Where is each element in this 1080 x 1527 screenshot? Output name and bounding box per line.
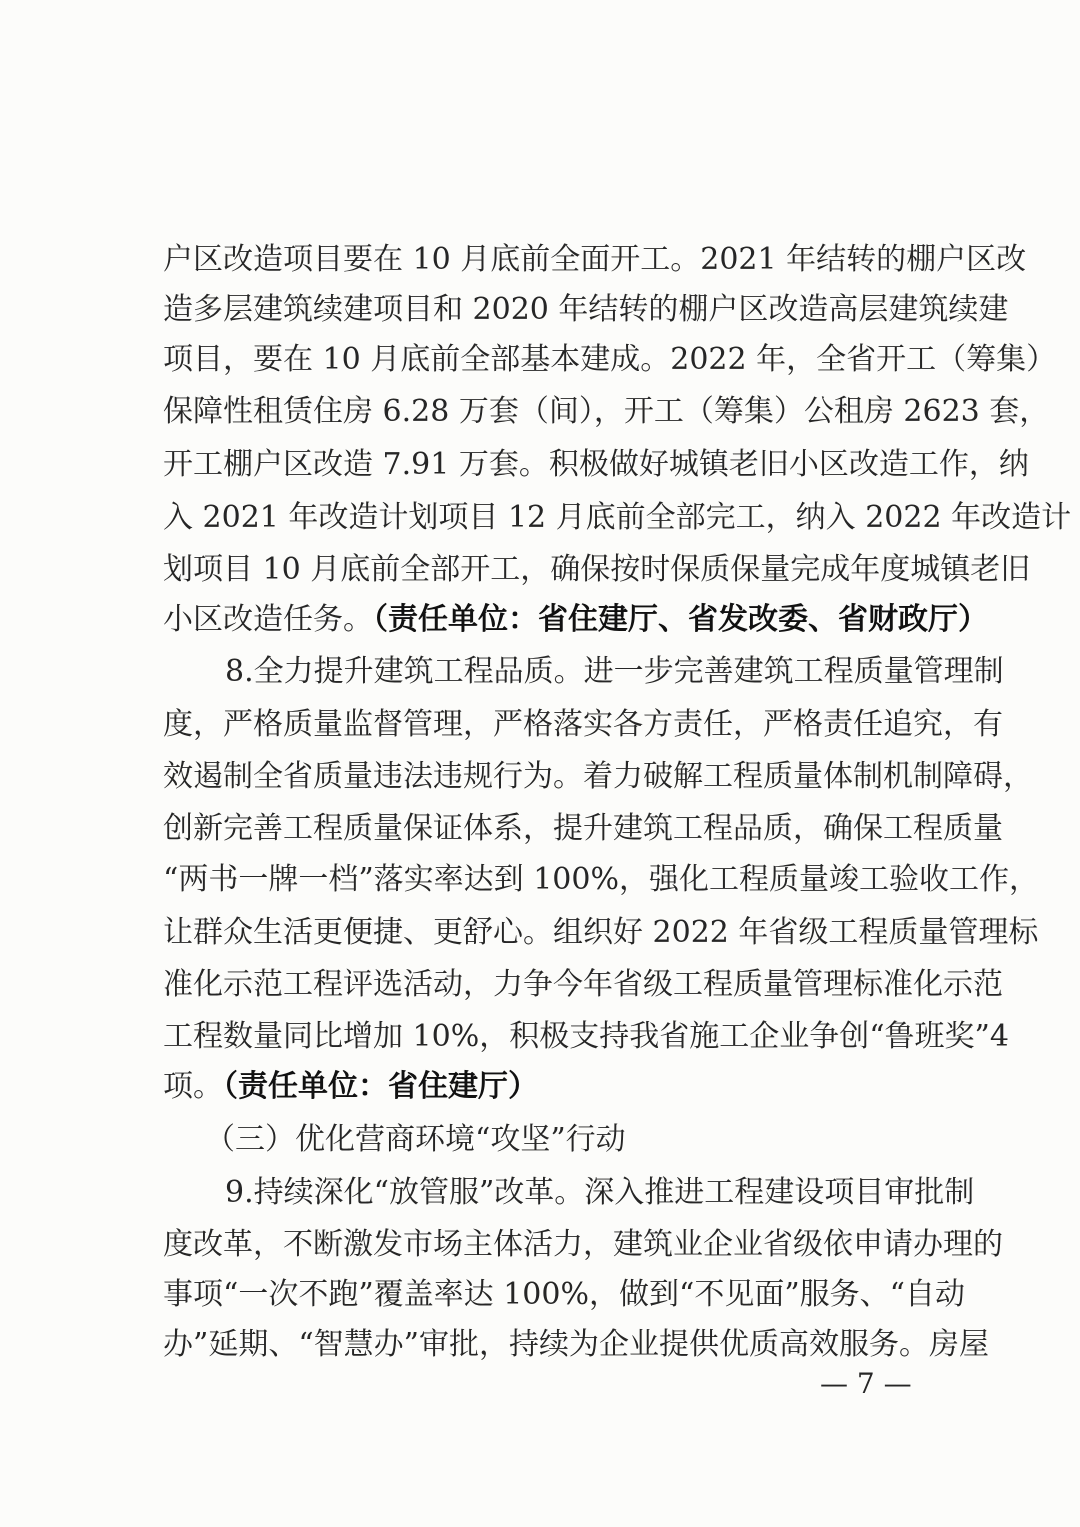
text-line: 创新完善工程质量保证体系，提升建筑工程品质，确保工程质量 [163,811,1003,846]
text-line: 项目，要在 10 月底前全部基本建成。2022 年，全省开工（筹集） [163,342,1057,377]
text-line: 开工棚户区改造 7.91 万套。积极做好城镇老旧小区改造工作，纳 [163,447,1029,482]
text-line: 入 2021 年改造计划项目 12 月底前全部完工，纳入 2022 年改造计 [163,500,1072,535]
section-heading: （三）优化营商环境“攻坚”行动 [205,1122,626,1157]
text-line [163,600,988,640]
text-line: 事项“一次不跑”覆盖率达 100%，做到“不见面”服务、“自动 [163,1277,965,1312]
text-line: “两书一牌一档”落实率达到 100%，强化工程质量竣工验收工作， [163,862,1039,897]
item-heading-line: 8.全力提升建筑工程品质。进一步完善建筑工程质量管理制 [225,654,1004,689]
text-line: 工程数量同比增加 10%，积极支持我省施工企业争创“鲁班奖”4 [163,1019,1009,1054]
text-line: 让群众生活更便捷、更舒心。组织好 2022 年省级工程质量管理标 [163,915,1039,950]
responsible-unit: （责任单位：省住建厅、省发改委、省财政厅） [373,602,988,637]
text-line: 准化示范工程评选活动，力争今年省级工程质量管理标准化示范 [163,967,1003,1002]
page-number: — 7 — [820,1367,912,1400]
text-line: 保障性租赁住房 6.28 万套（间），开工（筹集）公租房 2623 套， [163,394,1050,429]
text-line [163,1067,931,1107]
text-span: 小区改造任务。 [163,602,373,637]
text-line: 户区改造项目要在 10 月底前全面开工。2021 年结转的棚户区改 [163,242,1027,277]
text-line: 度，严格质量监督管理，严格落实各方责任，严格责任追究，有 [163,707,1003,742]
text-line: 度改革，不断激发市场主体活力，建筑业企业省级依申请办理的 [163,1227,1003,1262]
text-line: 办”延期、“智慧办”审批，持续为企业提供优质高效服务。房屋 [163,1327,990,1362]
text-span: 项。 [163,1069,223,1104]
text-line: 效遏制全省质量违法违规行为。着力破解工程质量体制机制障碍， [163,759,1033,794]
text-line: 划项目 10 月底前全部开工，确保按时保质保量完成年度城镇老旧 [163,552,1031,587]
text-line: 造多层建筑续建项目和 2020 年结转的棚户区改造高层建筑续建 [163,292,1009,327]
item-heading-line: 9.持续深化“放管服”改革。深入推进工程建设项目审批制 [225,1175,975,1210]
responsible-unit: （责任单位：省住建厅） [223,1069,538,1104]
